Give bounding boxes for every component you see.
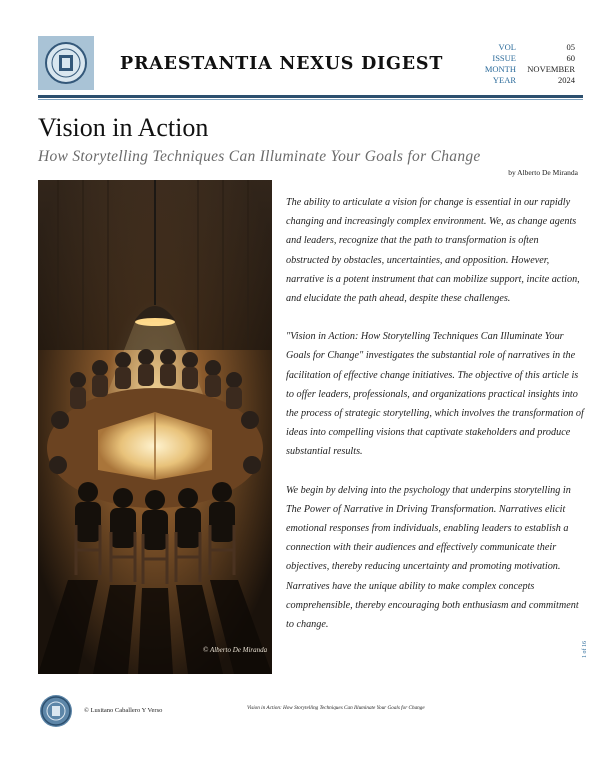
- article-illustration: [38, 180, 272, 674]
- issue-meta-values: [518, 42, 575, 86]
- page-number: 1 of 16: [582, 641, 588, 658]
- paragraph-2: "Vision in Action: How Storytelling Techniques Can Illuminate Your Goals for Change" investigates the substantial role of narratives in the facilitation of effective change initiatives. The objective of this article is to offer leaders, professionals, and organizations practical insights into the process of strategic storytelling, which involves the transformation of ideas into compelling visions that captivate stakeholders and produce substantial results.: [286, 331, 584, 458]
- month-label: MONTH: [484, 64, 516, 74]
- vol-value: 05: [566, 42, 575, 52]
- article-title: Vision in Action: [38, 113, 209, 142]
- article-subtitle: How Storytelling Techniques Can Illuminate Your Goals for Change: [38, 148, 481, 165]
- footer-seal-icon: [40, 695, 72, 727]
- footer-running-title: Vision in Action: How Storytelling Techniques Can Illuminate Your Goals for Change: [247, 705, 425, 711]
- storytelling-illustration: [38, 180, 272, 674]
- article-body: [286, 193, 584, 653]
- article-byline: by Alberto De Miranda: [508, 168, 578, 177]
- header-rule: [38, 95, 583, 98]
- footer-copyright: © Lusitano Caballero Y Verso: [84, 707, 163, 714]
- header-rule-thin: [38, 99, 583, 100]
- year-value: 2024: [558, 75, 575, 85]
- paragraph-3: We begin by delving into the psychology that underpins storytelling in The Power of Narrative in Driving Transformation. Narratives elicit emotional responses from individuals, enabling leaders to establish a connection with their audiences and effectively communicate their objectives, thereby reducing uncertainty and promoting motivation. Narratives have the unique ability to make complex concepts comprehensible, thereby encouraging both enthusiasm and commitment to change.: [286, 484, 579, 631]
- illustration-signature: © Alberto De Miranda: [203, 646, 268, 654]
- issue-value: 60: [566, 53, 575, 63]
- issue-label: ISSUE: [492, 53, 516, 63]
- paragraph-1: The ability to articulate a vision for change is essential in our rapidly changing and increasingly complex environment. We, as change agents and leaders, recognize that the path to transformation is often obstructed by obstacles, uncertainties, and opposition. However, narrative is a potent instrument that can mobilize support, incite action, and elucidate the path ahead, despite these challenges.: [286, 197, 580, 305]
- vol-label: VOL: [498, 42, 516, 52]
- publication-logo: [38, 36, 94, 90]
- month-value: NOVEMBER: [527, 64, 575, 74]
- issue-meta-labels: [470, 42, 516, 86]
- year-label: YEAR: [492, 75, 516, 85]
- masthead-title: PRAESTANTIA NEXUS DIGEST: [120, 54, 444, 74]
- seal-icon: [44, 41, 88, 85]
